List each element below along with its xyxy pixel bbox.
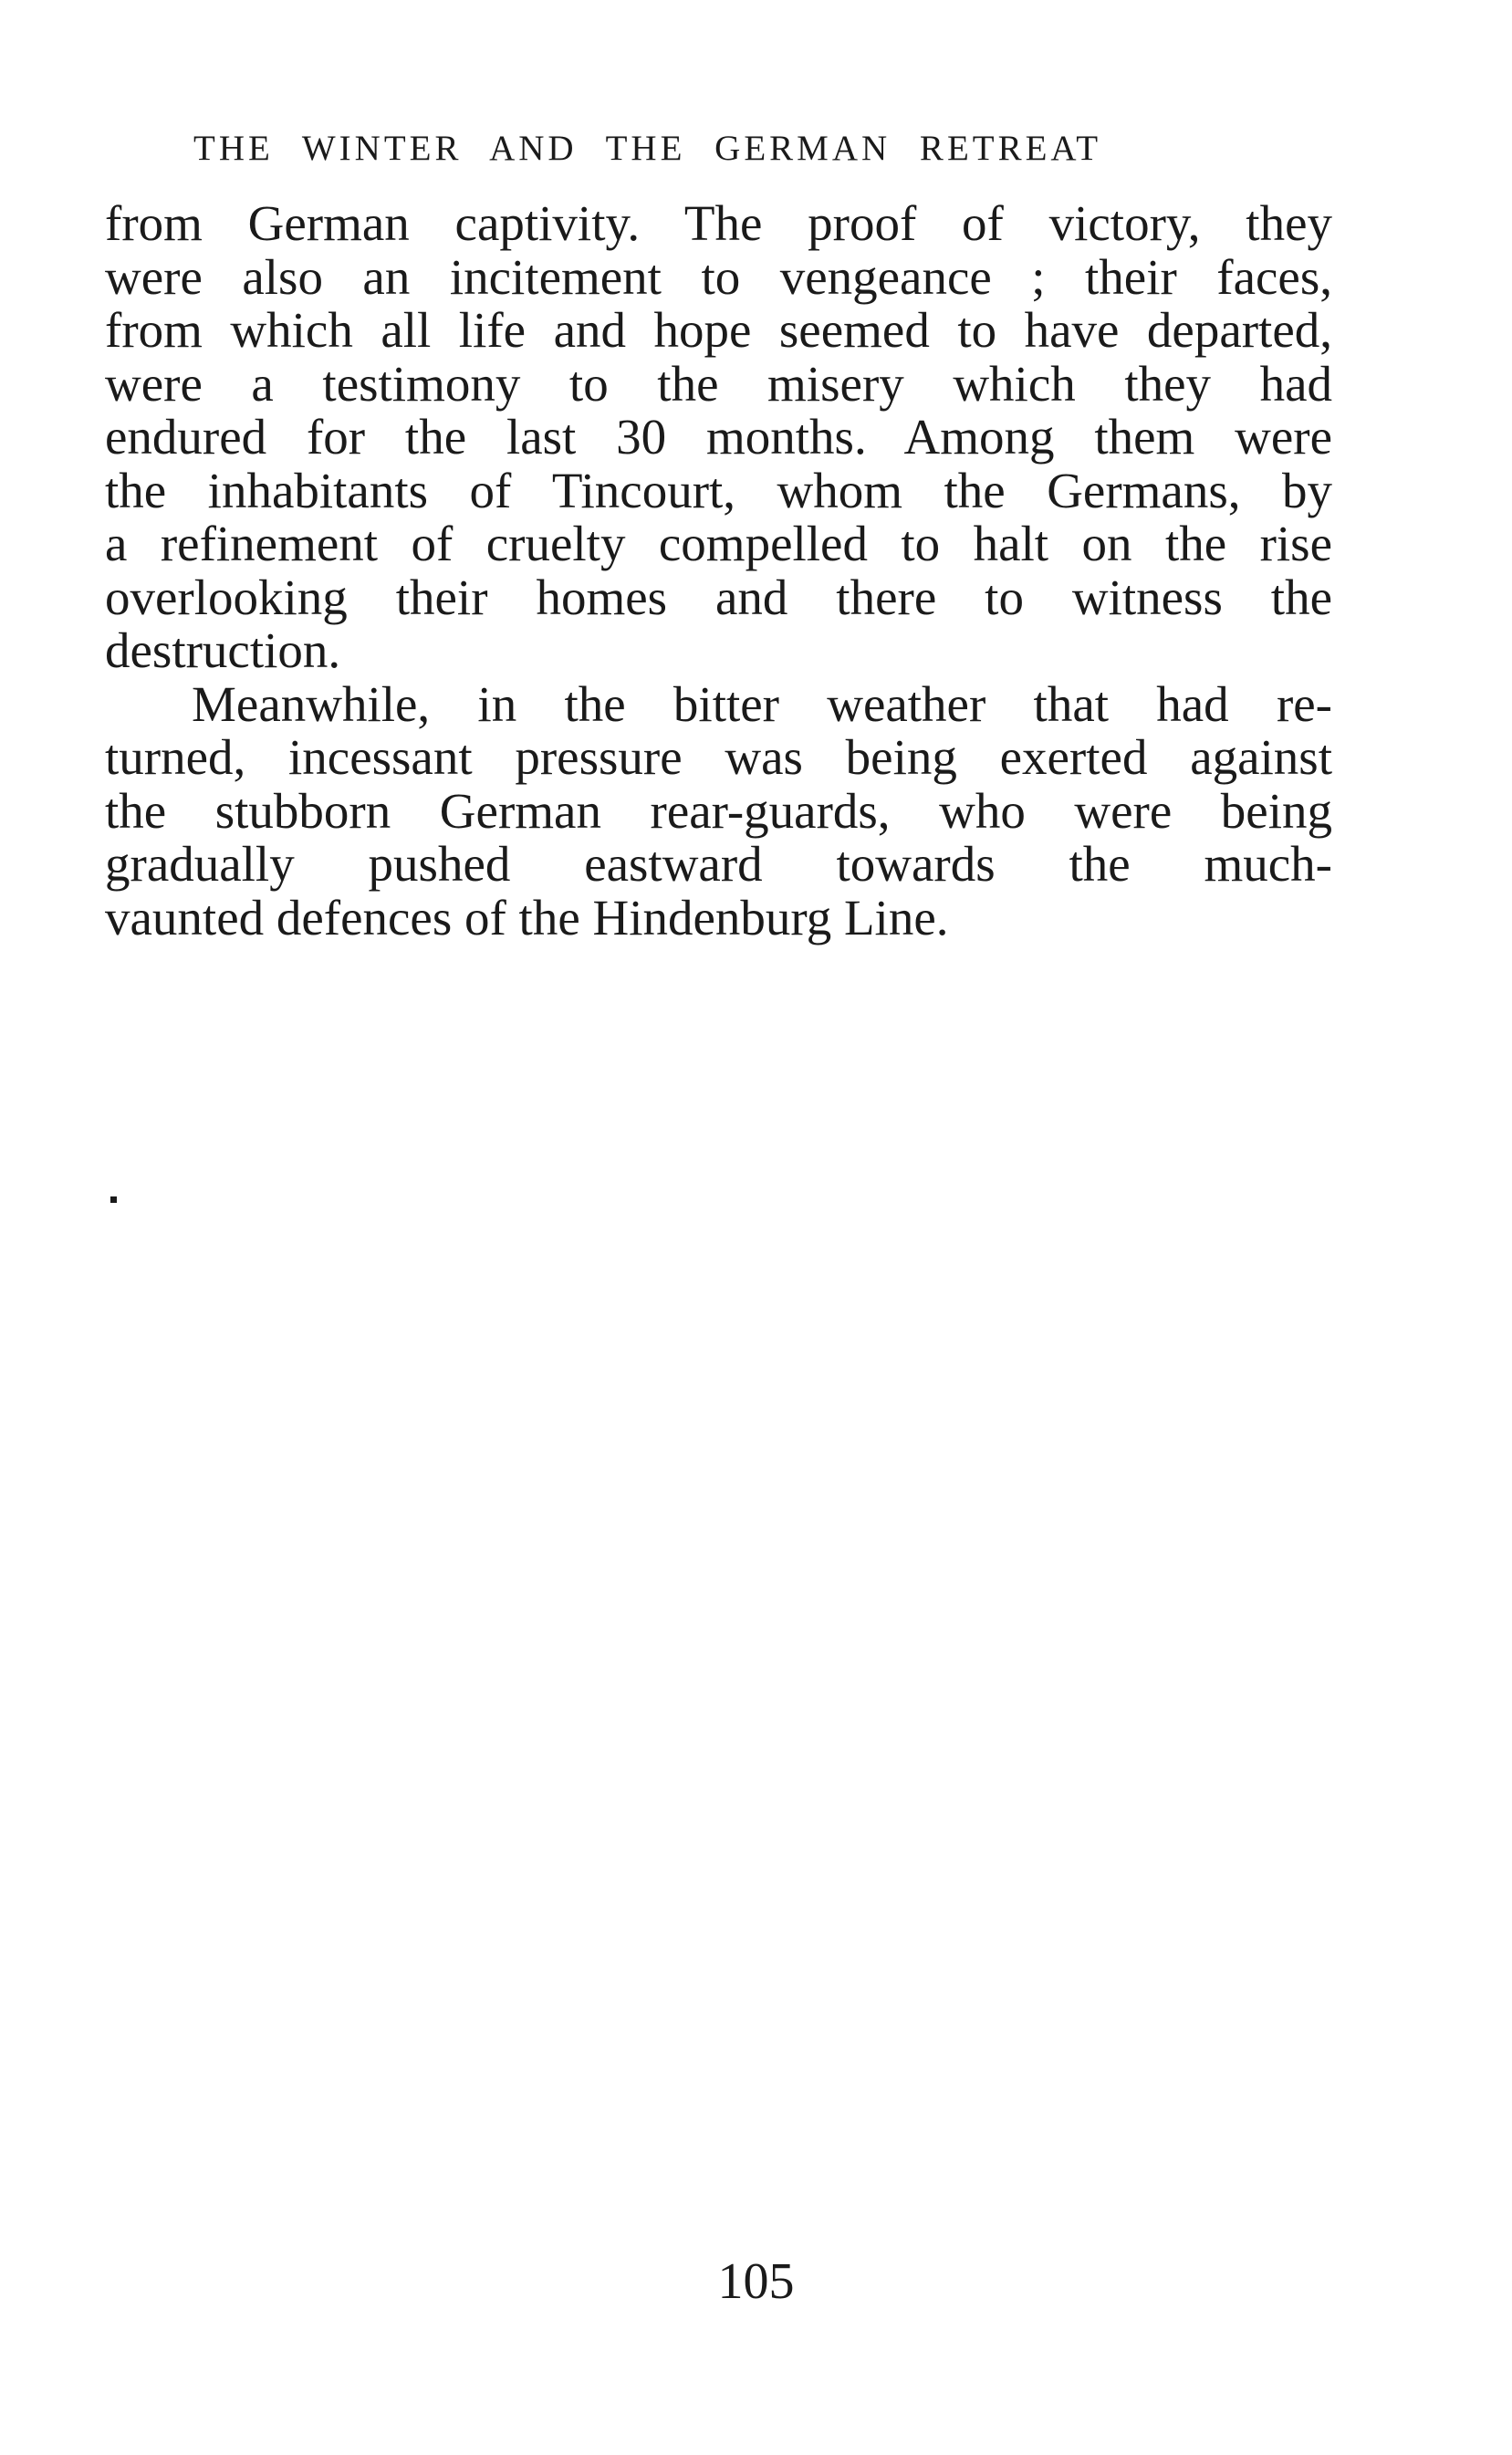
- text-line: destruction.: [105, 622, 341, 678]
- text-line: turned, incessant pressure was being exerted against: [105, 729, 1332, 785]
- page-number: 105: [717, 2253, 795, 2310]
- text-line: the stubborn German rear-guards, who were being: [105, 782, 1332, 839]
- text-line: from which all life and hope seemed to have departed,: [105, 302, 1332, 358]
- text-line: were a testimony to the misery which they had: [105, 355, 1332, 412]
- text-line: from German captivity. The proof of victory, they: [105, 195, 1332, 251]
- body-text: [105, 197, 1332, 945]
- paragraph-2: [105, 675, 1332, 945]
- paragraph-1: [105, 197, 1332, 678]
- text-line: were also an incitement to vengeance ; their faces,: [105, 248, 1332, 305]
- ink-speck: [110, 1196, 117, 1203]
- text-line: endured for the last 30 months. Among them were: [105, 409, 1332, 465]
- text-line: overlooking their homes and there to witness the: [105, 569, 1332, 625]
- running-head: THE WINTER AND THE GERMAN RETREAT: [193, 129, 1102, 168]
- text-line: Meanwhile, in the bitter weather that had re-: [192, 675, 1332, 732]
- text-line: gradually pushed eastward towards the much-: [105, 836, 1332, 892]
- text-line: a refinement of cruelty compelled to halt on the rise: [105, 516, 1332, 571]
- text-line: vaunted defences of the Hindenburg Line.: [105, 889, 949, 945]
- text-line: the inhabitants of Tincourt, whom the Germans, by: [105, 462, 1332, 518]
